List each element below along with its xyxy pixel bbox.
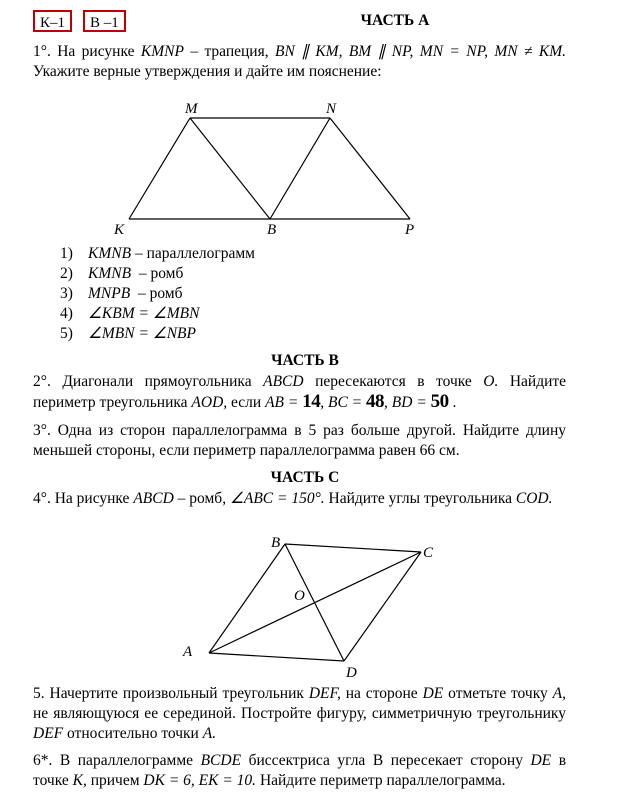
task-6-k: K, [72, 772, 87, 789]
option-5 [60, 324, 255, 344]
label-c-rhombus: C [423, 545, 434, 561]
task-6-text-b: биссектриса угла В пересекает сторону [248, 752, 523, 769]
task-6-de: DE [530, 752, 552, 769]
task-4-text-c: Найдите углы треугольника [328, 490, 512, 507]
option-1 [60, 244, 255, 264]
option-4-num: 4) [60, 305, 73, 322]
task-2-abcd: ABCD [263, 373, 304, 390]
option-3-math: MNPB [88, 285, 131, 302]
label-m: M [185, 101, 198, 117]
trapezoid-figure [100, 98, 430, 240]
segment-cd [344, 552, 421, 661]
segment-bc [285, 544, 421, 552]
option-3 [60, 284, 255, 304]
task-5-text-e: относительно точки [67, 725, 199, 742]
task-2-text-d: если [231, 394, 262, 411]
task-2-text-b: пересекаются в точке [315, 373, 472, 390]
task-4-number: 4°. [33, 490, 51, 507]
task-5-text-b: на стороне [345, 685, 418, 702]
task-4-text [33, 489, 566, 509]
option-1-math: KMNB [88, 245, 132, 262]
part-c-title: ЧАСТЬ С [270, 469, 340, 486]
variant-k-text: К–1 [40, 15, 66, 31]
segment-np [330, 118, 410, 219]
task-6-text [33, 751, 566, 791]
segment-ab [209, 544, 285, 653]
option-4-math: ∠KBM = ∠MBN [88, 305, 200, 322]
task-2-ab-value: 14 [302, 391, 321, 412]
part-b-title: ЧАСТЬ В [271, 352, 339, 369]
task-2-bc-value: 48 [366, 391, 385, 412]
task-2-text-c: Найдите периметр треугольника [33, 373, 567, 411]
task-4-text-a: На рисунке [54, 490, 130, 507]
task-4-angle: ∠ABC = 150°. [229, 490, 325, 507]
task-2-bd-value: 50 [430, 391, 449, 412]
option-2-text: – ромб [131, 265, 184, 282]
label-k: K [114, 222, 125, 238]
task-5-def-2: DEF [33, 725, 64, 742]
label-b-rhombus: B [271, 535, 281, 551]
task-1-text-b: – трапеция, [190, 43, 269, 60]
option-2-num: 2) [60, 265, 73, 282]
option-3-text: – ромб [130, 285, 183, 302]
option-4 [60, 304, 255, 324]
task-1-text [33, 42, 566, 82]
task-6-text-a: 6*. В параллелограмме [33, 752, 194, 769]
task-1-text-c: Укажите верные утверждения и дайте им пояснение: [33, 63, 382, 80]
label-p: P [405, 222, 415, 238]
option-2 [60, 264, 255, 284]
task-5-text [33, 684, 566, 744]
option-2-math: KMNB [88, 265, 132, 282]
label-a-rhombus: A [183, 644, 193, 660]
task-3-text: 3°. Одна из сторон параллелограмма в 5 раз больше другой. Найдите длину меньшей стороны, если периметр параллелограмма равен 66 см. [33, 422, 566, 459]
task-2-text: 2°. Диагонали прямоугольника ABCD пересекаются в точке O. Найдите периметр треугольника AOD, если AB = 14, BC = 48, BD = 50 . [33, 373, 567, 412]
task-6-text-e: Найдите периметр параллелограмма. [259, 772, 506, 789]
rhombus-figure [175, 530, 445, 685]
task-6-equation: DK = 6, EK = 10. [143, 772, 257, 789]
task-5-a-2: A. [202, 725, 217, 742]
task-4-text-b: – ромб, [177, 490, 227, 507]
task-2-number: 2°. [33, 373, 51, 390]
task-1-options [60, 244, 255, 344]
task-5-a-1: A, [552, 685, 567, 702]
variant-v-text: В –1 [90, 15, 119, 31]
task-1-condition-km: KM. [538, 43, 567, 60]
option-5-num: 5) [60, 325, 73, 342]
task-1-kmnp: KMNP [140, 43, 184, 60]
label-n: N [326, 101, 337, 117]
task-2-aod: AOD, [191, 394, 228, 411]
segment-mb [190, 118, 270, 219]
option-5-math: ∠MBN = ∠NBP [88, 325, 196, 342]
task-2-bc-label: BC = [328, 394, 363, 411]
task-2-ab-label: AB = [265, 394, 299, 411]
label-d-rhombus: D [346, 665, 357, 681]
option-1-text: – параллелограмм [131, 245, 255, 262]
segment-da [209, 653, 344, 661]
segment-km [129, 118, 190, 219]
variant-v-badge [83, 10, 126, 32]
task-4-cod: COD. [515, 490, 553, 507]
task-5-text-a: 5. Начертите произвольный треугольник [33, 685, 304, 702]
option-3-num: 3) [60, 285, 73, 302]
task-5-de: DE [422, 685, 444, 702]
task-1-text-a: На рисунке [57, 43, 135, 60]
task-6-bcde: BCDE [200, 752, 242, 769]
task-6-text-d: причем [90, 772, 140, 789]
task-2-text-a: Диагонали прямоугольника [62, 373, 252, 390]
variant-k-badge [33, 10, 72, 32]
label-o-rhombus: O [294, 588, 305, 604]
option-1-num: 1) [60, 245, 73, 262]
segment-nb [270, 118, 330, 219]
task-1-number: 1°. [33, 43, 51, 60]
task-1-conditions: BN ∥ KM, BM ∥ NP, MN = NP, [275, 43, 488, 60]
part-a-title: ЧАСТЬ А [360, 12, 430, 29]
task-5-text-d: не являющуюся ее серединой. Постройте фигуру, симметричную треугольнику [33, 705, 566, 722]
label-b: B [267, 222, 277, 238]
task-2-o: O. [483, 373, 499, 390]
task-5-text-c: отметьте точку [448, 685, 548, 702]
task-4-abcd: ABCD [133, 490, 174, 507]
task-5-def-1: DEF, [308, 685, 341, 702]
task-2-bd-label: BD = [391, 394, 427, 411]
task-6-text-c: в точке [33, 752, 567, 789]
task-1-condition-ne: MN ≠ [494, 43, 533, 60]
